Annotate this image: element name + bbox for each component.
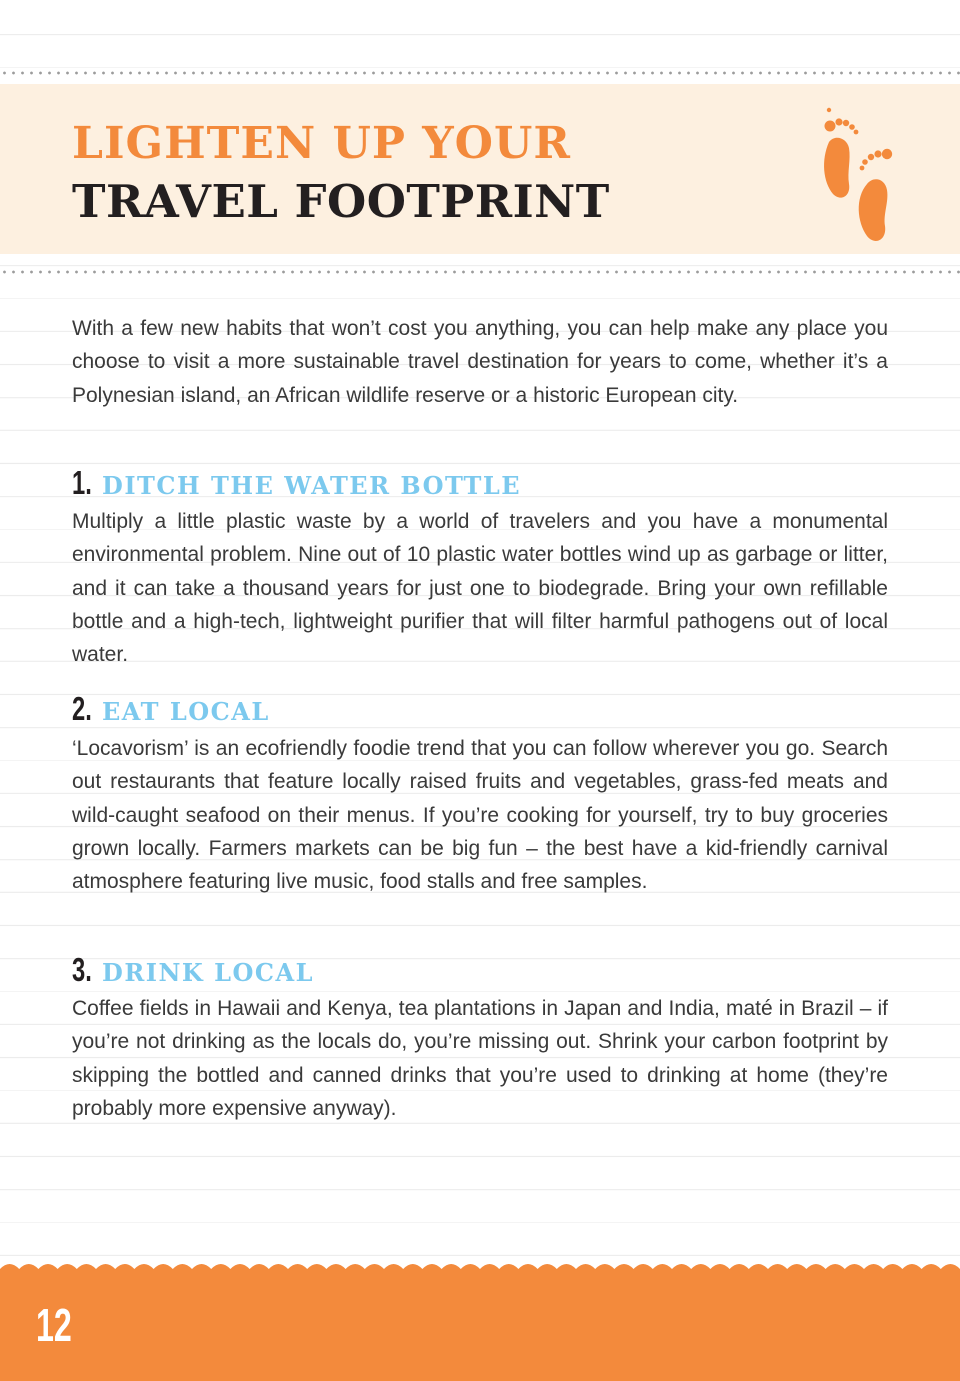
section-1-heading — [72, 464, 521, 504]
section-2-title: EAT LOCAL — [102, 697, 270, 726]
section-2-number: 2. — [72, 690, 92, 727]
section-3-body: Coffee fields in Hawaii and Kenya, tea plantations in Japan and India, maté in Brazil – if you’re not drinking as the locals do, you’re missing out. Shrink your carbon footprint by skipping the bottled and canned drinks that you’re used to drinking at home (they’re probably more expensive anyway). — [72, 997, 888, 1120]
footer-scalloped-band — [0, 1259, 960, 1381]
footprints-icon — [815, 98, 895, 246]
title-line-1: LIGHTEN UP YOUR — [72, 118, 571, 169]
section-1-body: Multiply a little plastic waste by a world of travelers and you have a monumental environmental problem. Nine out of 10 plastic water bottles wind up as garbage or litter, and it can take a thousand years for just one to biodegrade. Bring your own refillable bottle and a high-tech, lightweight purifier that will filter harmful pathogens out of local water. — [72, 510, 888, 667]
section-2-heading — [72, 690, 270, 730]
section-1-number: 1. — [72, 464, 92, 501]
dotted-divider-bottom — [0, 270, 960, 274]
section-3-title: DRINK LOCAL — [102, 958, 315, 987]
section-1-title: DITCH THE WATER BOTTLE — [102, 471, 522, 500]
title-line-2: TRAVEL FOOTPRINT — [72, 175, 610, 228]
section-2-body: ‘Locavorism’ is an ecofriendly foodie trend that you can follow wherever you go. Search out restaurants that feature locally raised fruits and vegetables, grass-fed meats and wild-caught seafood on their menus. If you’re cooking for yourself, try to buy groceries grown locally. Farmers markets can be big fun – the best have a kid-friendly carnival atmosphere featuring live music, food stalls and free samples. — [72, 737, 888, 894]
intro-paragraph: With a few new habits that won’t cost you anything, you can help make any place you choose to visit a more sustainable travel destination for years to come, whether it’s a Polynesian island, an African wildlife reserve or a historic European city. — [72, 317, 888, 407]
page-number: 12 — [36, 1299, 72, 1351]
dotted-divider-top — [0, 71, 960, 75]
section-3-heading — [72, 951, 314, 991]
section-3-number: 3. — [72, 951, 92, 988]
